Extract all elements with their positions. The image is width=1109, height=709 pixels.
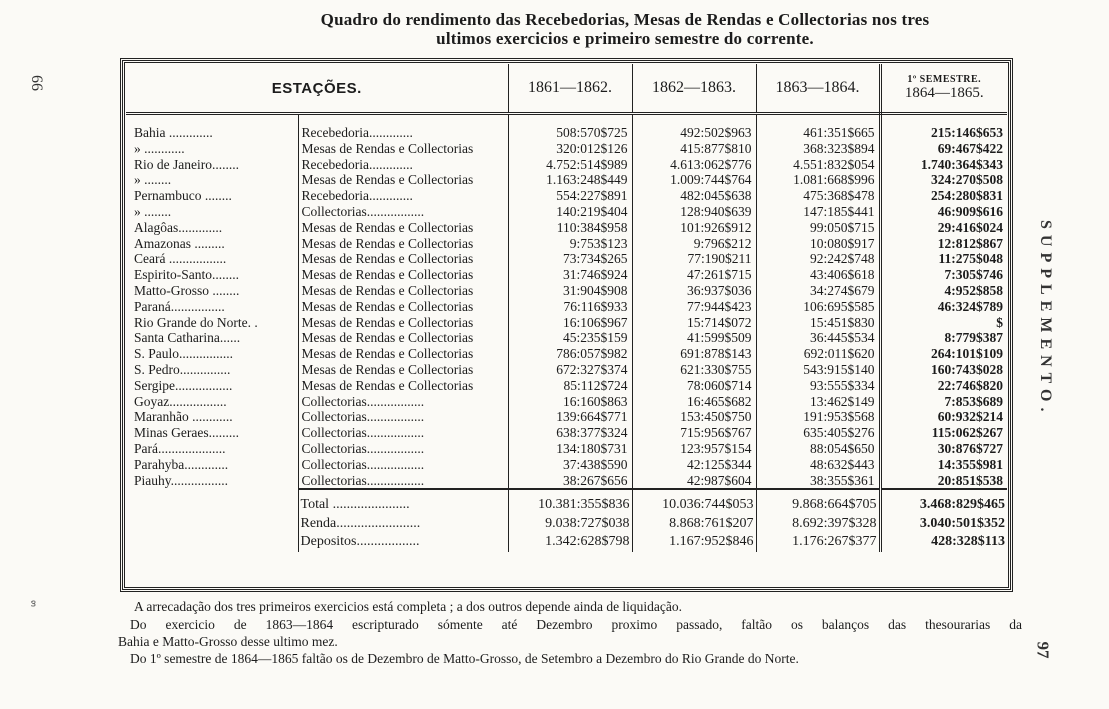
value-1863-1864: 106:695$585 [756,299,880,315]
table-row [126,315,1007,331]
header-1863-1864: 1863—1864. [756,64,880,114]
table-row [126,330,1007,346]
table-row [126,362,1007,378]
value-1862-1863: 47:261$715 [632,267,756,283]
table-row [126,220,1007,236]
table-row [126,425,1007,441]
value-1862-1863: 101:926$912 [632,220,756,236]
value-1862-1863: 1.009:744$764 [632,172,756,188]
value-1862-1863: 36:937$036 [632,283,756,299]
value-1863-1864: 93:555$334 [756,378,880,394]
value-first-semester: 69:467$422 [937,140,1004,156]
totals-label: Depositos.................. [298,533,508,552]
header-estacoes: ESTAÇÕES. [126,64,508,114]
value-1863-1864: 13:462$149 [756,394,880,410]
value-first-semester: 11:275$048 [938,251,1004,267]
value-1862-1863: 78:060$714 [632,378,756,394]
table-row [126,457,1007,473]
totals-blank-cell [126,496,298,515]
table-row [126,409,1007,425]
table-row [126,473,1007,490]
office-type-cell: Mesas de Rendas e Collectorias [298,299,508,315]
value-1862-1863: 715:956$767 [632,425,756,441]
value-first-semester: 29:416$024 [937,219,1004,235]
station-cell: » ............ [126,141,298,157]
office-type-cell: Mesas de Rendas e Collectorias [298,141,508,157]
office-type-cell: Mesas de Rendas e Collectorias [298,378,508,394]
page-title [120,10,1109,48]
office-type-cell: Mesas de Rendas e Collectorias [298,172,508,188]
table-row [126,283,1007,299]
table-row [126,125,1007,141]
value-1862-1863: 4.613:062$776 [632,157,756,173]
value-1863-1864: 147:185$441 [756,204,880,220]
value-1862-1863: 482:045$638 [632,188,756,204]
value-first-semester: 160:743$028 [931,361,1004,377]
station-cell: Ceará ................. [126,251,298,267]
value-1861-1862: 139:664$771 [508,409,632,425]
footnote-3: Bahia e Matto-Grosso desse ultimo mez. [118,634,338,649]
value-1862-1863: 621:330$755 [632,362,756,378]
value-1863-1864: 543:915$140 [756,362,880,378]
value-first-semester: 1.740:364$343 [920,156,1004,172]
table-header-row [126,64,1007,114]
value-1863-1864: 92:242$748 [756,251,880,267]
value-first-semester: 46:909$616 [937,203,1004,219]
table-row [126,378,1007,394]
header-semester-label: 1º SEMESTRE. [907,74,982,85]
station-cell: Goyaz................. [126,394,298,410]
value-first-semester: 30:876$727 [937,440,1004,456]
title-line-2: ultimos exercicios e primeiro semestre do corrente. [436,29,814,48]
office-type-cell: Recebedoria............. [298,157,508,173]
value-1861-1862: 786:057$982 [508,346,632,362]
table-row [126,299,1007,315]
total-first-semester: 3.040:501$352 [919,515,1006,531]
value-1861-1862: 1.163:248$449 [508,172,632,188]
station-cell: Rio de Janeiro........ [126,157,298,173]
station-cell: Parahyba............. [126,457,298,473]
office-type-cell: Mesas de Rendas e Collectorias [298,283,508,299]
value-first-semester: 254:280$831 [931,188,1004,204]
left-page-number: 66 [28,75,45,91]
value-1862-1863: 128:940$639 [632,204,756,220]
station-cell: Minas Geraes......... [126,425,298,441]
table-row [126,236,1007,252]
value-1862-1863: 42:987$604 [632,473,756,490]
office-type-cell: Collectorias................. [298,441,508,457]
table-row [126,141,1007,157]
value-1863-1864: 99:050$715 [756,220,880,236]
total-1863-1864: 9.868:664$705 [756,496,880,515]
value-first-semester: 22:746$820 [937,377,1004,393]
footnote-4: Do 1º semestre de 1864—1865 faltão os de Dezembro de Matto-Grosso, de Setembro a Dezembro do Rio Grande do Norte. [130,651,799,666]
value-1863-1864: 48:632$443 [756,457,880,473]
title-line-1: Quadro do rendimento das Recebedorias, Mesas de Rendas e Collectorias nos tres [320,10,930,29]
totals-separator [126,489,1007,496]
office-type-cell: Mesas de Rendas e Collectorias [298,330,508,346]
value-1863-1864: 38:355$361 [756,473,880,490]
value-1863-1864: 1.081:668$996 [756,172,880,188]
total-first-semester: 428:328$113 [931,534,1006,550]
value-first-semester: 115:062$267 [931,425,1004,441]
value-first-semester: 46:324$789 [937,298,1004,314]
value-first-semester: 7:853$689 [944,393,1004,409]
value-1861-1862: 320:012$126 [508,141,632,157]
station-cell: Amazonas ......... [126,236,298,252]
station-cell: Rio Grande do Norte. . [126,315,298,331]
value-1863-1864: 692:011$620 [756,346,880,362]
value-1861-1862: 4.752:514$989 [508,157,632,173]
value-1862-1863: 9:796$212 [632,236,756,252]
left-margin-mark: ๓ [27,600,39,607]
value-1863-1864: 191:953$568 [756,409,880,425]
value-1861-1862: 508:570$725 [508,125,632,141]
value-1861-1862: 85:112$724 [508,378,632,394]
value-first-semester: 4:952$858 [944,282,1004,298]
table-row [126,204,1007,220]
totals-blank-cell [126,515,298,534]
value-1863-1864: 43:406$618 [756,267,880,283]
table-row [126,394,1007,410]
totals-row [126,515,1007,534]
table-row [126,346,1007,362]
value-first-semester: 14:355$981 [937,456,1004,472]
header-spacer [126,114,1007,126]
value-1861-1862: 76:116$933 [508,299,632,315]
header-1862-1863: 1862—1863. [632,64,756,114]
value-1861-1862: 37:438$590 [508,457,632,473]
value-1861-1862: 9:753$123 [508,236,632,252]
station-cell: » ........ [126,172,298,188]
office-type-cell: Recebedoria............. [298,125,508,141]
value-1862-1863: 153:450$750 [632,409,756,425]
header-1861-1862: 1861—1862. [508,64,632,114]
office-type-cell: Collectorias................. [298,394,508,410]
value-1861-1862: 16:160$863 [508,394,632,410]
value-1862-1863: 77:944$423 [632,299,756,315]
value-1862-1863: 123:957$154 [632,441,756,457]
value-1862-1863: 492:502$963 [632,125,756,141]
totals-row [126,533,1007,552]
value-1861-1862: 638:377$324 [508,425,632,441]
total-1861-1862: 10.381:355$836 [508,496,632,515]
value-1862-1863: 77:190$211 [632,251,756,267]
value-1862-1863: 41:599$509 [632,330,756,346]
table-row [126,267,1007,283]
table-row [126,157,1007,173]
value-1862-1863: 15:714$072 [632,315,756,331]
value-first-semester: 264:101$109 [931,346,1004,362]
office-type-cell: Mesas de Rendas e Collectorias [298,220,508,236]
value-first-semester: 20:851$538 [937,472,1004,488]
office-type-cell: Mesas de Rendas e Collectorias [298,346,508,362]
right-page-number: 97 [1033,641,1053,659]
station-cell: Matto-Grosso ........ [126,283,298,299]
station-cell: Santa Catharina...... [126,330,298,346]
value-first-semester: 8:779$387 [944,330,1004,346]
total-1862-1863: 1.167:952$846 [632,533,756,552]
value-1863-1864: 368:323$894 [756,141,880,157]
total-1862-1863: 10.036:744$053 [632,496,756,515]
total-first-semester: 3.468:829$465 [919,497,1006,513]
value-first-semester: 60:932$214 [937,409,1004,425]
value-1863-1864: 461:351$665 [756,125,880,141]
revenue-table [126,64,1007,552]
value-1861-1862: 554:227$891 [508,188,632,204]
office-type-cell: Mesas de Rendas e Collectorias [298,267,508,283]
value-1861-1862: 110:384$958 [508,220,632,236]
value-1862-1863: 42:125$344 [632,457,756,473]
value-1862-1863: 16:465$682 [632,394,756,410]
station-cell: Bahia ............. [126,125,298,141]
header-semester-years: 1864—1865. [904,85,984,101]
office-type-cell: Mesas de Rendas e Collectorias [298,236,508,252]
station-cell: Paraná................ [126,299,298,315]
value-1863-1864: 88:054$650 [756,441,880,457]
value-first-semester: $ [996,314,1004,330]
value-1863-1864: 15:451$830 [756,315,880,331]
total-1863-1864: 1.176:267$377 [756,533,880,552]
value-1861-1862: 38:267$656 [508,473,632,490]
value-1863-1864: 34:274$679 [756,283,880,299]
totals-row [126,496,1007,515]
office-type-cell: Mesas de Rendas e Collectorias [298,251,508,267]
value-1863-1864: 475:368$478 [756,188,880,204]
value-1861-1862: 73:734$265 [508,251,632,267]
total-1861-1862: 1.342:628$798 [508,533,632,552]
value-1861-1862: 45:235$159 [508,330,632,346]
value-first-semester: 215:146$653 [931,125,1004,140]
value-first-semester: 7:305$746 [944,267,1004,283]
totals-label: Renda........................ [298,515,508,534]
supplement-label: SUPPLEMENTO. [1037,220,1054,418]
station-cell: Sergipe................. [126,378,298,394]
footnote-2: Do exercicio de 1863—1864 escripturado sómente até Dezembro proximo passado, faltão os balanços das thesourarias da [130,617,1022,632]
value-1863-1864: 36:445$534 [756,330,880,346]
station-cell: » ........ [126,204,298,220]
table-row [126,188,1007,204]
totals-label: Total ...................... [298,496,508,515]
value-1862-1863: 415:877$810 [632,141,756,157]
value-1861-1862: 31:904$908 [508,283,632,299]
office-type-cell: Collectorias................. [298,204,508,220]
footnote-1: A arrecadação dos tres primeiros exercicios está completa ; a dos outros depende ainda de liquidação. [134,599,683,614]
office-type-cell: Collectorias................. [298,473,508,490]
office-type-cell: Mesas de Rendas e Collectorias [298,315,508,331]
table-row [126,172,1007,188]
value-1861-1862: 134:180$731 [508,441,632,457]
totals-blank-cell [126,533,298,552]
total-1861-1862: 9.038:727$038 [508,515,632,534]
value-1861-1862: 672:327$374 [508,362,632,378]
value-1861-1862: 140:219$404 [508,204,632,220]
value-1863-1864: 4.551:832$054 [756,157,880,173]
value-1863-1864: 635:405$276 [756,425,880,441]
station-cell: Alagôas............. [126,220,298,236]
value-first-semester: 324:270$508 [931,172,1004,188]
value-1862-1863: 691:878$143 [632,346,756,362]
office-type-cell: Recebedoria............. [298,188,508,204]
station-cell: Pernambuco ........ [126,188,298,204]
value-first-semester: 12:812$867 [937,235,1004,251]
value-1861-1862: 31:746$924 [508,267,632,283]
station-cell: S. Pedro............... [126,362,298,378]
office-type-cell: Collectorias................. [298,457,508,473]
value-1863-1864: 10:080$917 [756,236,880,252]
header-first-semester [880,64,1007,114]
station-cell: Pará.................... [126,441,298,457]
table-row [126,251,1007,267]
table-row [126,441,1007,457]
total-1863-1864: 8.692:397$328 [756,515,880,534]
station-cell: Piauhy................. [126,473,298,490]
station-cell: Espirito-Santo........ [126,267,298,283]
office-type-cell: Collectorias................. [298,409,508,425]
station-cell: Maranhão ............ [126,409,298,425]
total-1862-1863: 8.868:761$207 [632,515,756,534]
office-type-cell: Mesas de Rendas e Collectorias [298,362,508,378]
office-type-cell: Collectorias................. [298,425,508,441]
station-cell: S. Paulo................ [126,346,298,362]
value-1861-1862: 16:106$967 [508,315,632,331]
